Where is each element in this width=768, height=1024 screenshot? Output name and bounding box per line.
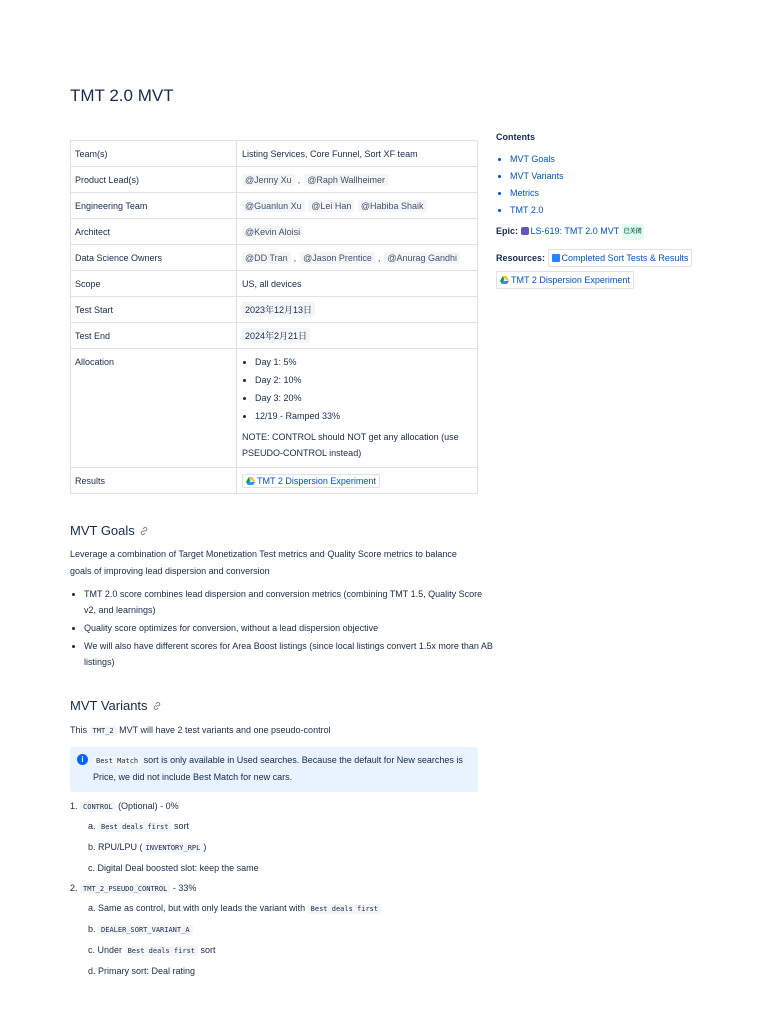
end-date: 2024年2月21日 [242, 328, 310, 343]
info-panel [70, 747, 478, 792]
mention[interactable]: @Anurag Gandhi [384, 252, 460, 264]
mention[interactable]: @Habiba Shaik [358, 200, 427, 212]
mention[interactable]: @Raph Wallheimer [304, 174, 388, 186]
ds-people: @DD Tran , @Jason Prentice , @Anurag Gandhi [237, 245, 478, 271]
list-item: • Day 3: 20% [255, 393, 472, 403]
link-icon[interactable] [152, 701, 162, 711]
end-label: Test End [71, 323, 237, 349]
product-label: Product Lead(s) [71, 167, 237, 193]
list-item: 2. TMT_2_PSEUDO_CONTROL - 33% [70, 883, 197, 893]
team-value: Listing Services, Core Funnel, Sort XF team [237, 141, 478, 167]
team-label: Team(s) [71, 141, 237, 167]
table-row [71, 297, 478, 323]
start-date: 2023年12月13日 [242, 302, 315, 317]
table-row [71, 245, 478, 271]
list-item: • We will also have different scores for Area Boost listings (since local listings convert 1.5x more than AB listings) [84, 638, 494, 670]
mention[interactable]: @DD Tran [242, 252, 291, 264]
list-item: a. Best deals first sort [88, 821, 189, 831]
info-text: sort is only available in Used searches. Because the default for New searches is Price, we did not include Best Match for new cars. [93, 755, 463, 782]
toc-item[interactable]: • TMT 2.0 [510, 204, 716, 216]
toc-item[interactable]: • Metrics [510, 187, 716, 199]
eng-people [237, 193, 478, 219]
contents-heading: Contents [496, 132, 535, 142]
list-item: c. Digital Deal boosted slot: keep the same [88, 863, 259, 873]
table-row [71, 468, 478, 494]
table-of-contents [496, 153, 716, 216]
list-item: b. DEALER_SORT_VARIANT_A [88, 923, 480, 937]
jira-epic-icon [521, 227, 529, 235]
link-icon[interactable] [139, 526, 149, 536]
scope-label: Scope [71, 271, 237, 297]
mention[interactable]: @Lei Han [308, 200, 354, 212]
mention[interactable]: @Kevin Aloisi [242, 226, 303, 238]
goals-list [70, 586, 494, 672]
mention[interactable]: @Jenny Xu [242, 174, 295, 186]
resource-link[interactable]: Completed Sort Tests & Results [548, 249, 693, 267]
mention[interactable]: @Guanlun Xu [242, 200, 305, 212]
list-item: a. Same as control, but with only leads the variant with Best deals first [88, 902, 480, 916]
page-title: TMT 2.0 MVT [70, 86, 174, 105]
toc-item[interactable]: • MVT Goals [510, 153, 716, 165]
variants-intro: This TMT_2 MVT will have 2 test variants and one pseudo-control [70, 725, 331, 735]
epic-label: Epic: [496, 226, 519, 236]
alloc-label: Allocation [71, 349, 237, 468]
resources-label: Resources: [496, 253, 546, 263]
info-table [70, 140, 478, 494]
status-badge: 已关闭 [622, 224, 644, 240]
google-drive-icon [500, 276, 509, 284]
resources-row [496, 249, 716, 267]
sidebar [496, 132, 716, 289]
google-drive-icon [246, 477, 255, 485]
results-label: Results [71, 468, 237, 494]
list-item: b. RPU/LPU ( INVENTORY_RPL ) [88, 842, 207, 852]
list-item: • Day 1: 5% [255, 357, 472, 367]
architect-people [237, 219, 478, 245]
goals-intro: Leverage a combination of Target Monetization Test metrics and Quality Score metrics to balance goals of improving lead dispersion and conversion [70, 549, 457, 576]
epic-link[interactable]: LS-619: TMT 2.0 MVT [530, 226, 620, 236]
architect-label: Architect [71, 219, 237, 245]
inline-code: TMT_2 [90, 726, 117, 736]
alloc-note: NOTE: CONTROL should NOT get any allocation (use PSEUDO-CONTROL instead) [242, 432, 459, 458]
alloc-cell [237, 349, 478, 468]
goals-heading: MVT Goals [70, 523, 149, 538]
confluence-page-icon [552, 254, 560, 262]
toc-item[interactable]: • MVT Variants [510, 170, 716, 182]
list-item: • Quality score optimizes for conversion, without a lead dispersion objective [84, 620, 494, 636]
list-item: d. Primary sort: Deal rating [88, 966, 196, 976]
table-row [71, 271, 478, 297]
variants-list [70, 800, 480, 985]
list-item: c. Under Best deals first sort [88, 945, 216, 955]
inline-code: Best Match [93, 756, 141, 766]
results-link[interactable]: TMT 2 Dispersion Experiment [242, 474, 380, 488]
list-item: • TMT 2.0 score combines lead dispersion and conversion metrics (combining TMT 1.5, Quality Score v2, and learnings) [84, 586, 494, 618]
table-row [71, 219, 478, 245]
alloc-list [242, 357, 472, 421]
resource-link[interactable]: TMT 2 Dispersion Experiment [496, 271, 634, 289]
list-item: • Day 2: 10% [255, 375, 472, 385]
eng-label: Engineering Team [71, 193, 237, 219]
variants-heading: MVT Variants [70, 698, 162, 713]
table-row [71, 141, 478, 167]
info-icon: i [77, 754, 88, 765]
product-people: @Jenny Xu , @Raph Wallheimer [237, 167, 478, 193]
mention[interactable]: @Jason Prentice [300, 252, 375, 264]
table-row [71, 193, 478, 219]
table-row [71, 323, 478, 349]
ds-label: Data Science Owners [71, 245, 237, 271]
table-row [71, 167, 478, 193]
scope-value: US, all devices [237, 271, 478, 297]
list-item: • 12/19 - Ramped 33% [255, 411, 472, 421]
list-item: 1. CONTROL (Optional) - 0% [70, 801, 179, 811]
epic-row [496, 224, 716, 240]
table-row [71, 349, 478, 468]
start-label: Test Start [71, 297, 237, 323]
